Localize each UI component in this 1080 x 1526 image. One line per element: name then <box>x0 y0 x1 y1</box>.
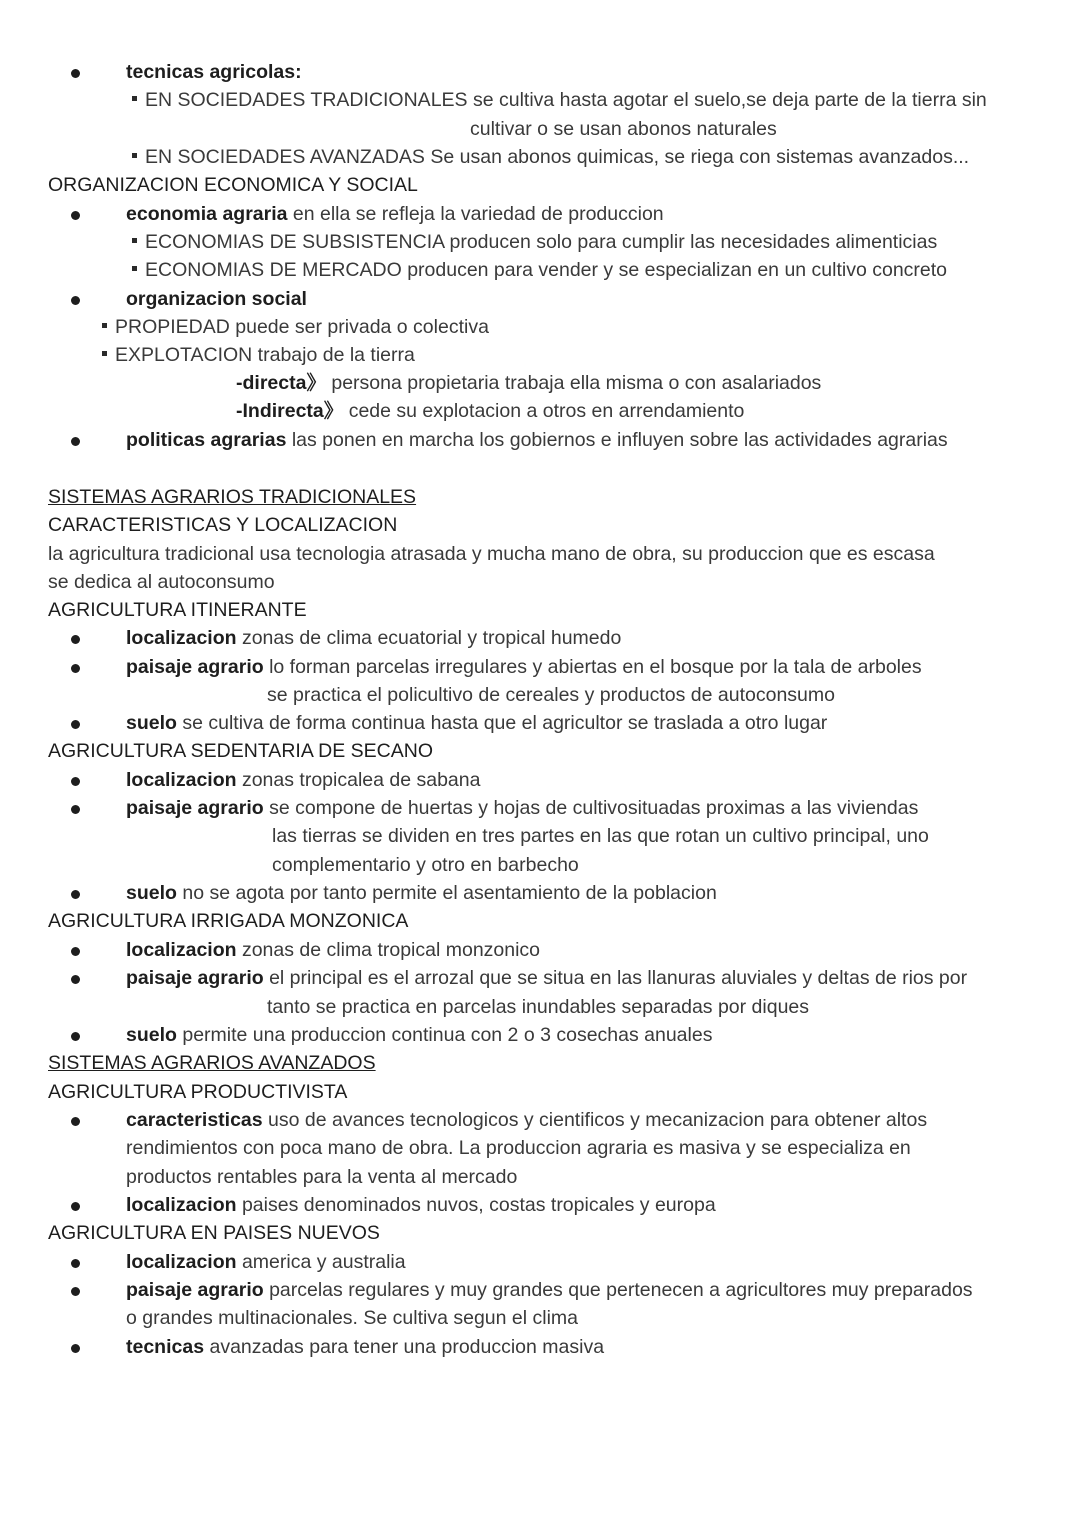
item-tecnicas: tecnicas avanzadas para tener una produccion masiva <box>126 1336 605 1358</box>
bullet-icon <box>71 1202 80 1211</box>
item-tecnicas <box>126 58 302 86</box>
bullet-icon <box>71 1259 80 1268</box>
term: tecnicas agricolas: <box>126 61 302 83</box>
paragraph-line: se dedica al autoconsumo <box>48 571 275 593</box>
bullet-icon <box>71 1117 80 1126</box>
bullet-icon <box>71 777 80 786</box>
item-paisaje: paisaje agrario lo forman parcelas irregulares y abiertas en el bosque por la tala de arboles <box>126 656 922 678</box>
item-politicas: politicas agrarias las ponen en marcha los gobiernos e influyen sobre las actividades agrarias <box>126 429 948 451</box>
subsection-heading: AGRICULTURA EN PAISES NUEVOS <box>48 1222 380 1244</box>
sub-item-subsistencia: ECONOMIAS DE SUBSISTENCIA producen solo para cumplir las necesidades alimenticias <box>132 228 937 256</box>
bullet-icon <box>71 947 80 956</box>
bullet-icon <box>71 296 80 305</box>
item-economia: economia agraria en ella se refleja la variedad de produccion <box>126 203 664 225</box>
item-continuation: o grandes multinacionales. Se cultiva segun el clima <box>126 1307 578 1329</box>
subsection-heading: AGRICULTURA IRRIGADA MONZONICA <box>48 910 409 932</box>
sub-item-avanzadas: EN SOCIEDADES AVANZADAS Se usan abonos quimicas, se riega con sistemas avanzados... <box>132 143 969 171</box>
paragraph-line: la agricultura tradicional usa tecnologia atrasada y mucha mano de obra, su produccion que es escasa <box>48 543 935 565</box>
bullet-icon <box>71 664 80 673</box>
item-suelo: suelo no se agota por tanto permite el asentamiento de la poblacion <box>126 882 717 904</box>
item-continuation: rendimientos con poca mano de obra. La produccion agraria es masiva y se especializa en <box>126 1137 911 1159</box>
item-paisaje: paisaje agrario se compone de huertas y hojas de cultivosituadas proximas a las viviendas <box>126 797 919 819</box>
square-bullet-icon <box>102 323 107 328</box>
item-continuation: productos rentables para la venta al mercado <box>126 1166 518 1188</box>
square-bullet-icon <box>132 238 137 243</box>
sub-item-explotacion: EXPLOTACION trabajo de la tierra <box>102 341 415 369</box>
bullet-icon <box>71 720 80 729</box>
item-continuation: tanto se practica en parcelas inundables separadas por diques <box>267 996 810 1018</box>
bullet-icon <box>71 1032 80 1041</box>
item-paisaje: paisaje agrario parcelas regulares y muy grandes que pertenecen a agricultores muy preparados <box>126 1279 973 1301</box>
square-bullet-icon <box>102 351 107 356</box>
sub-item-indirecta: -Indirecta》 cede su explotacion a otros en arrendamiento <box>236 400 745 422</box>
item-localizacion: localizacion zonas de clima ecuatorial y tropical humedo <box>126 627 622 649</box>
bullet-icon <box>71 635 80 644</box>
item-continuation: las tierras se dividen en tres partes en las que rotan un cultivo principal, uno <box>272 825 929 847</box>
square-bullet-icon <box>132 96 137 101</box>
item-suelo: suelo se cultiva de forma continua hasta que el agricultor se traslada a otro lugar <box>126 712 828 734</box>
bullet-icon <box>71 805 80 814</box>
item-caracteristicas: caracteristicas uso de avances tecnologicos y cientificos y mecanizacion para obtener altos <box>126 1109 928 1131</box>
item-continuation: se practica el policultivo de cereales y productos de autoconsumo <box>267 684 835 706</box>
bullet-icon <box>71 890 80 899</box>
sub-item-mercado: ECONOMIAS DE MERCADO producen para vender y se especializan en un cultivo concreto <box>132 256 947 284</box>
subsection-heading: AGRICULTURA PRODUCTIVISTA <box>48 1081 348 1103</box>
section-title: SISTEMAS AGRARIOS AVANZADOS <box>48 1052 376 1074</box>
item-suelo: suelo permite una produccion continua con 2 o 3 cosechas anuales <box>126 1024 713 1046</box>
bullet-icon <box>71 975 80 984</box>
item-localizacion: localizacion zonas tropicalea de sabana <box>126 769 481 791</box>
bullet-icon <box>71 69 80 78</box>
section-title: SISTEMAS AGRARIOS TRADICIONALES <box>48 486 417 508</box>
square-bullet-icon <box>132 153 137 158</box>
sub-item-tradicionales: EN SOCIEDADES TRADICIONALES se cultiva hasta agotar el suelo,se deja parte de la tierra sin <box>132 86 987 114</box>
section-heading: ORGANIZACION ECONOMICA Y SOCIAL <box>48 174 418 196</box>
item-localizacion: localizacion zonas de clima tropical monzonico <box>126 939 541 961</box>
bullet-icon <box>71 211 80 220</box>
bullet-icon <box>71 437 80 446</box>
bullet-icon <box>71 1344 80 1353</box>
item-localizacion: localizacion paises denominados nuvos, costas tropicales y europa <box>126 1194 716 1216</box>
item-continuation: complementario y otro en barbecho <box>272 854 579 876</box>
subsection-heading: AGRICULTURA SEDENTARIA DE SECANO <box>48 740 434 762</box>
item-localizacion: localizacion america y australia <box>126 1251 406 1273</box>
square-bullet-icon <box>132 266 137 271</box>
section-subtitle: CARACTERISTICAS Y LOCALIZACION <box>48 514 398 536</box>
item-paisaje: paisaje agrario el principal es el arrozal que se situa en las llanuras aluviales y deltas de rios por <box>126 967 968 989</box>
sub-item-directa: -directa》 persona propietaria trabaja ella misma o con asalariados <box>236 372 822 394</box>
subsection-heading: AGRICULTURA ITINERANTE <box>48 599 307 621</box>
bullet-icon <box>71 1287 80 1296</box>
item-organizacion-social: organizacion social <box>126 288 307 310</box>
sub-item-propiedad: PROPIEDAD puede ser privada o colectiva <box>102 313 489 341</box>
sub-item-continuation: cultivar o se usan abonos naturales <box>470 118 777 140</box>
